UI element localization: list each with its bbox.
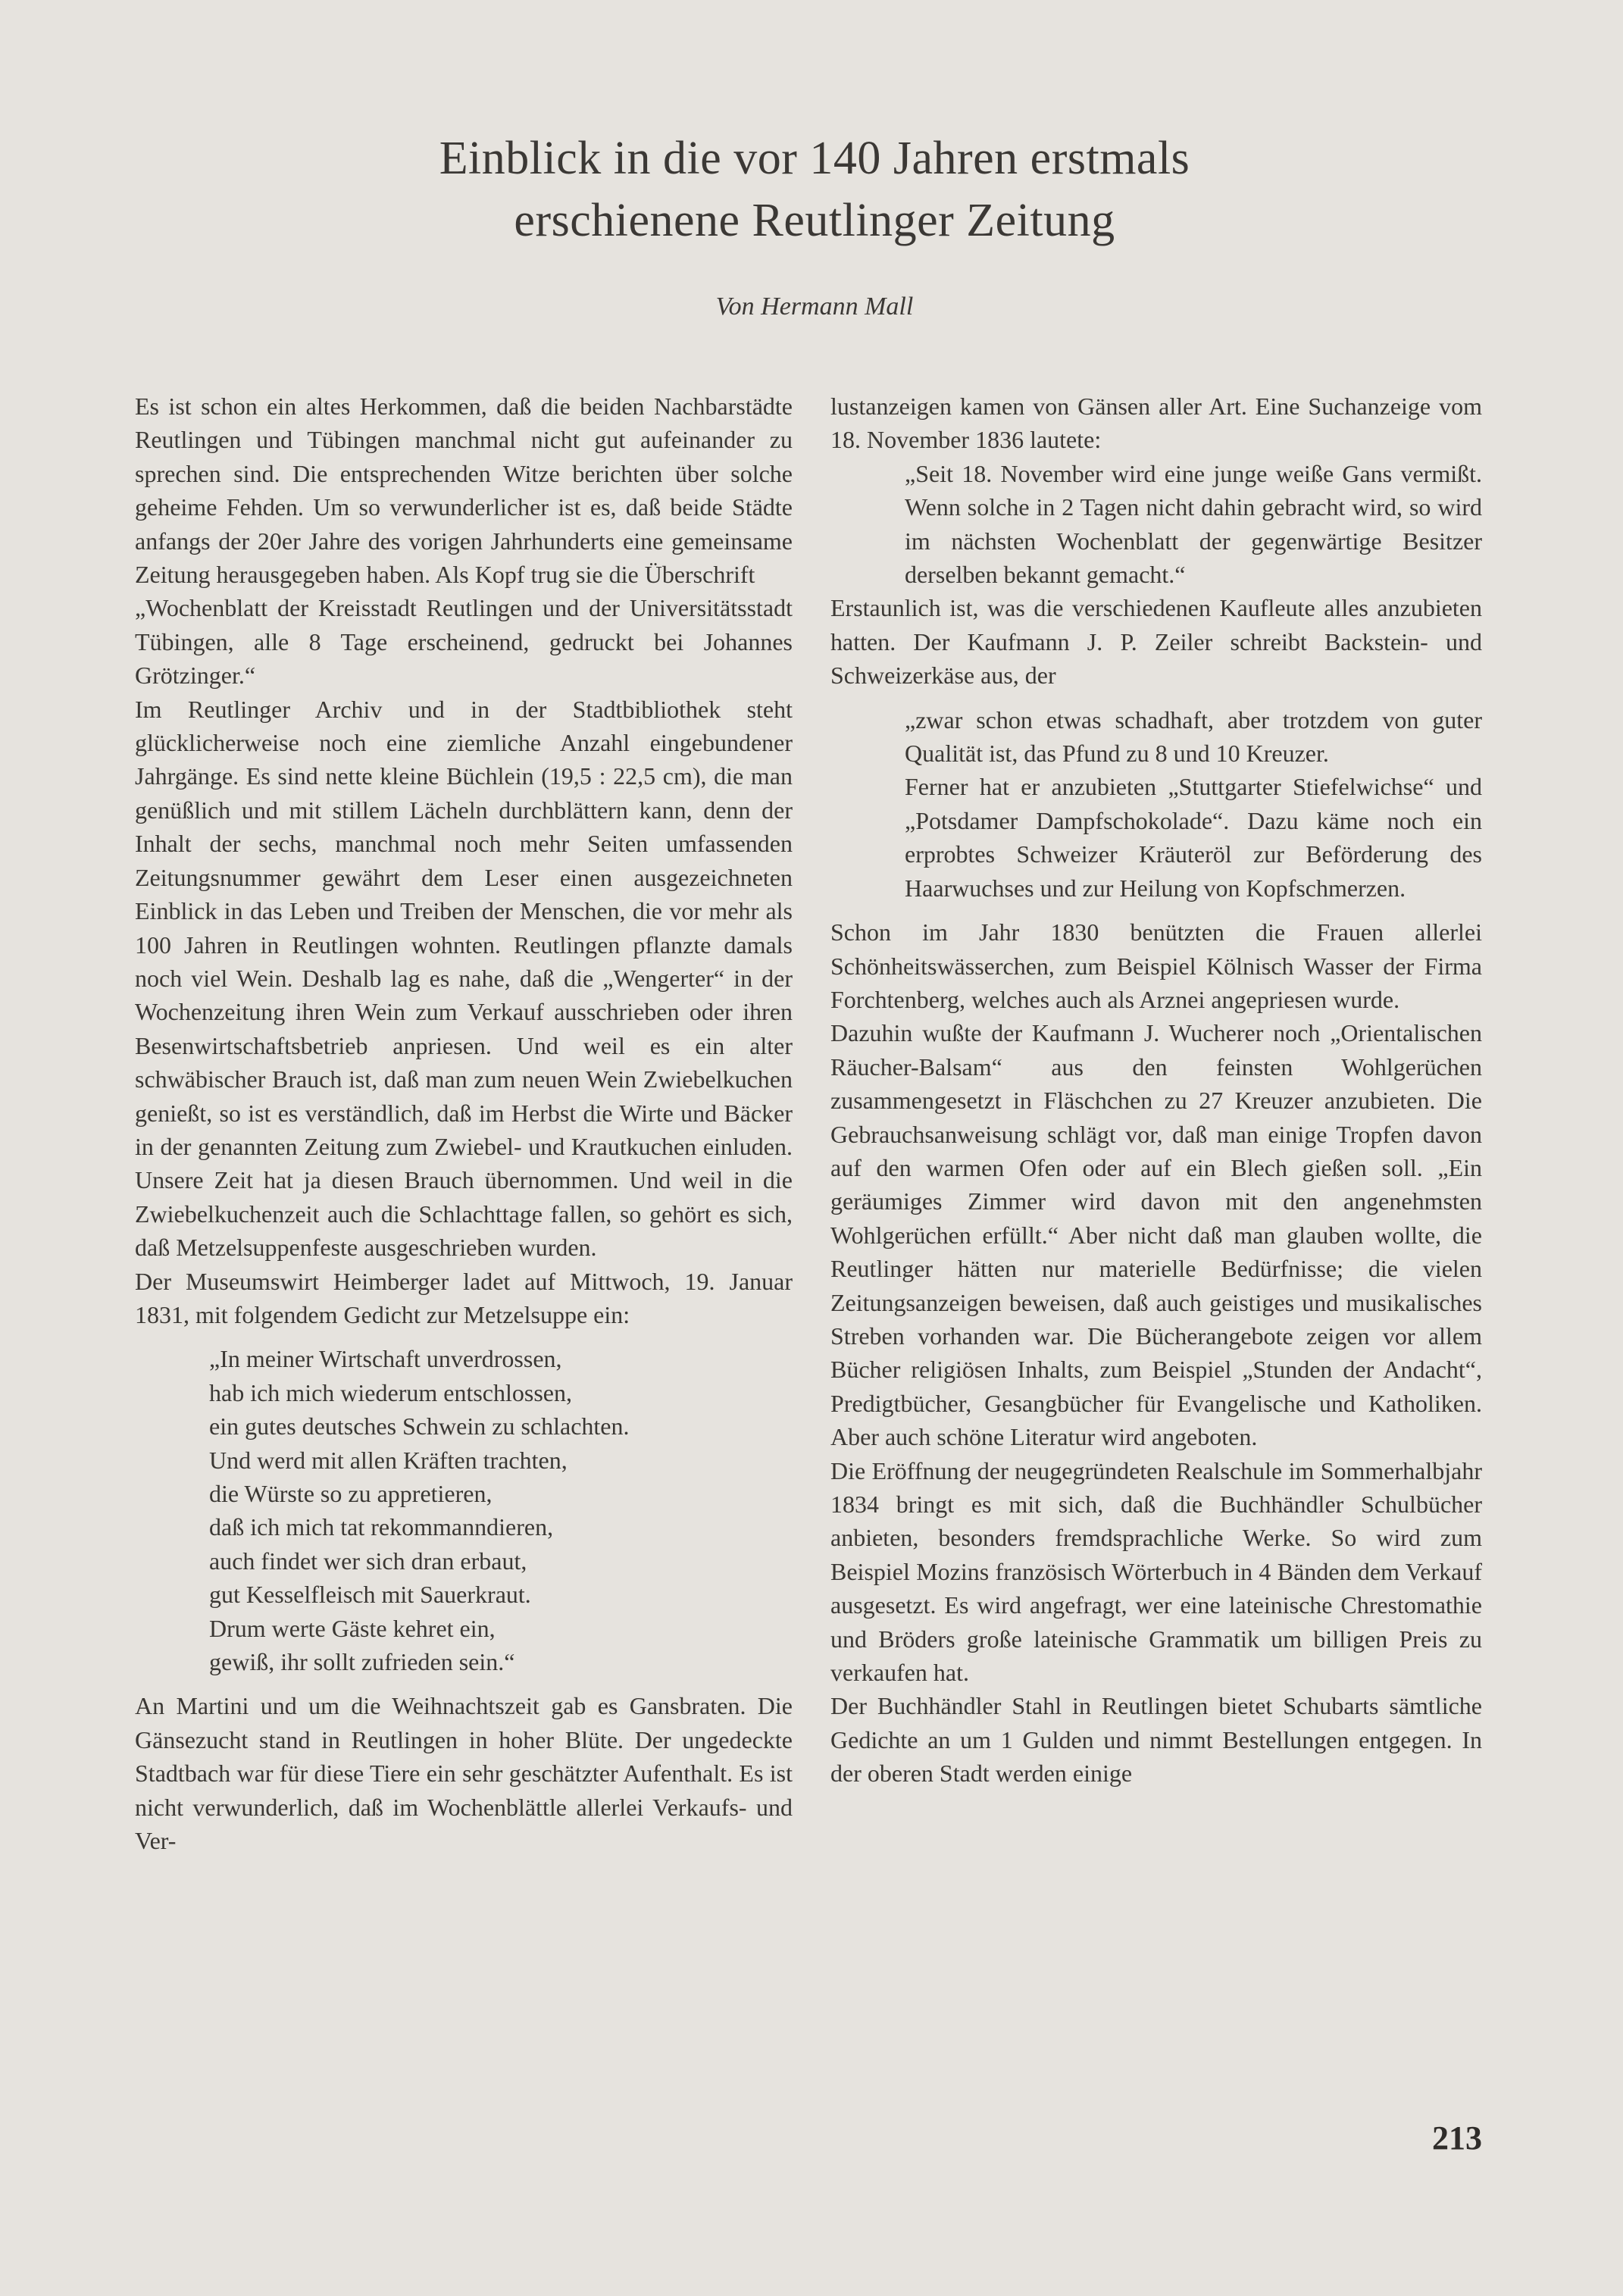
left-column bbox=[135, 389, 793, 1857]
paragraph: lustanzeigen kamen von Gänsen aller Art. Eine Suchanzeige vom 18. November 1836 lautete: bbox=[830, 393, 1482, 454]
quote-paragraph: Ferner hat er anzubieten „Stuttgarter Stiefelwichse“ und „Potsdamer Dampfschokolade“. Dazu käme noch ein erprobtes Schweizer Kräuteröl zur Beförderung des Haarwuchses und zur Heilung von Kopfschmerzen. bbox=[905, 773, 1482, 902]
poem bbox=[209, 1342, 793, 1678]
paragraph: Es ist schon ein altes Herkommen, daß die beiden Nachbarstädte Reutlingen und Tübingen manchmal nicht gut aufeinander zu sprechen sind. Die entsprechenden Witze berichten über solche geheime Fehden. Um so verwunderlicher ist es, daß beide Städte anfangs der 20er Jahre des vorigen Jahrhunderts eine gemeinsame Zeitung herausgegeben haben. Als Kopf trug sie die Überschrift bbox=[135, 393, 793, 589]
poem-line: hab ich mich wiederum entschlossen, bbox=[209, 1378, 572, 1406]
poem-line: ein gutes deutsches Schwein zu schlachten. bbox=[209, 1412, 630, 1440]
paragraph: Dazuhin wußte der Kaufmann J. Wucherer noch „Orientalischen Räucher-Balsam“ aus den feinsten Wohlgerüchen zusammengesetzt in Fläschchen zu 27 Kreuzer anzubieten. Die Gebrauchsanweisung schlägt vor, daß man einige Tropfen davon auf den warmen Ofen oder auf ein Blech gießen soll. „Ein geräumiges Zimmer wird davon mit den angenehmsten Wohlgerüchen erfüllt.“ Aber nicht daß man glauben wollte, die Reutlinger hätten nur materielle Bedürfnisse; die vielen Zeitungsanzeigen beweisen, daß auch geistiges und musikalisches Streben vorhanden war. Die Bücherangebote zeigen vor allem Bücher religiösen Inhalts, zum Beispiel „Stunden der Andacht“, Predigtbücher, Gesangbücher für Evangelische und Katholiken. Aber auch schöne Literatur wird angeboten. bbox=[830, 1019, 1482, 1451]
title-line-2: erschienene Reutlinger Zeitung bbox=[514, 195, 1115, 246]
paragraph: Der Buchhändler Stahl in Reutlingen bietet Schubarts sämtliche Gedichte an um 1 Gulden und nimmt Bestellungen entgegen. In der oberen Stadt werden einige bbox=[830, 1692, 1482, 1788]
paragraph: Erstaunlich ist, was die verschiedenen Kaufleute alles anzubieten hatten. Der Kaufmann J. P. Zeiler schreibt Backstein- und Schweizerkäse aus, der bbox=[830, 594, 1482, 690]
page-number: 213 bbox=[1432, 2119, 1482, 2157]
block-quote bbox=[905, 703, 1482, 905]
paragraph: Im Reutlinger Archiv und in der Stadtbibliothek steht glücklicherweise noch eine ziemliche Anzahl eingebundener Jahrgänge. Es sind nette kleine Büchlein (19,5 : 22,5 cm), die man genüßlich und mit stillem Lächeln durchblättern kann, denn der Inhalt der sechs, manchmal noch mehr Seiten umfassenden Zeitungsnummer gewährt dem Leser einen ausgezeichneten Einblick in das Leben und Treiben der Menschen, die vor mehr als 100 Jahren in Reutlingen wohnten. Reutlingen pflanzte damals noch viel Wein. Deshalb lag es nahe, daß die „Wengerter“ in der Wochenzeitung ihren Wein zum Verkauf ausschrieben oder ihren Besenwirtschaftsbetrieb anpriesen. Und weil es ein alter schwäbischer Brauch ist, daß man zum neuen Wein Zwiebelkuchen genießt, so ist es verständlich, daß im Herbst die Wirte und Bäcker in der genannten Zeitung zum Zwiebel- und Krautkuchen einluden. Unsere Zeit hat ja diesen Brauch übernommen. Und weil in die Zwiebelkuchenzeit auch die Schlachttage fallen, so gehört es sich, daß Metzelsuppenfeste ausgeschrieben wurden. bbox=[135, 695, 793, 1262]
right-column bbox=[830, 389, 1482, 1791]
poem-line: gewiß, ihr sollt zufrieden sein.“ bbox=[209, 1648, 515, 1676]
block-quote: „Seit 18. November wird eine junge weiße Gans vermißt. Wenn solche in 2 Tagen nicht dahin gebracht wird, so wird im nächsten Wochenblatt der gegenwärtige Besitzer derselben bekannt gemacht.“ bbox=[905, 459, 1482, 589]
poem-line: daß ich mich tat rekommanndieren, bbox=[209, 1513, 554, 1541]
poem-line: Und werd mit allen Kräften trachten, bbox=[209, 1446, 568, 1474]
article-title bbox=[197, 127, 1432, 252]
author-byline: Von Hermann Mall bbox=[715, 292, 914, 321]
poem-line: „In meiner Wirtschaft unverdrossen, bbox=[209, 1345, 562, 1373]
paragraph: Schon im Jahr 1830 benützten die Frauen allerlei Schönheitswässerchen, zum Beispiel Kölnisch Wasser der Firma Forchtenberg, welches auch als Arznei angepriesen wurde. bbox=[830, 918, 1482, 1013]
title-line-1: Einblick in die vor 140 Jahren erstmals bbox=[439, 133, 1190, 184]
paragraph: An Martini und um die Weihnachtszeit gab es Gansbraten. Die Gänsezucht stand in Reutlingen in hoher Blüte. Der ungedeckte Stadtbach war für diese Tiere ein sehr geschätzter Aufenthalt. Es ist nicht verwunderlich, daß im Wochenblättle allerlei Verkaufs- und Ver- bbox=[135, 1692, 793, 1855]
poem-line: Drum werte Gäste kehret ein, bbox=[209, 1614, 496, 1642]
poem-line: die Würste so zu appretieren, bbox=[209, 1480, 493, 1507]
quote-paragraph: „zwar schon etwas schadhaft, aber trotzdem von guter Qualität ist, das Pfund zu 8 und 10 Kreuzer. bbox=[905, 705, 1482, 768]
block-quote: „Wochenblatt der Kreisstadt Reutlingen und der Universitätsstadt Tübingen, alle 8 Tage erscheinend, gedruckt bei Johannes Grötzinger.“ bbox=[135, 594, 793, 690]
paragraph: Der Museumswirt Heimberger ladet auf Mittwoch, 19. Januar 1831, mit folgendem Gedicht zur Metzelsuppe ein: bbox=[135, 1267, 793, 1328]
poem-line: auch findet wer sich dran erbaut, bbox=[209, 1547, 527, 1575]
paragraph: Die Eröffnung der neugegründeten Realschule im Sommerhalbjahr 1834 bringt es mit sich, daß die Buchhändler Schulbücher anbieten, besonders fremdsprachliche Werke. So wird zum Beispiel Mozins französisch Wörterbuch in 4 Bänden dem Verkauf ausgesetzt. Es wird angefragt, wer eine lateinische Chrestomathie und Bröders große lateinische Grammatik um billigen Preis zu verkaufen hat. bbox=[830, 1456, 1482, 1687]
poem-line: gut Kesselfleisch mit Sauerkraut. bbox=[209, 1581, 531, 1609]
